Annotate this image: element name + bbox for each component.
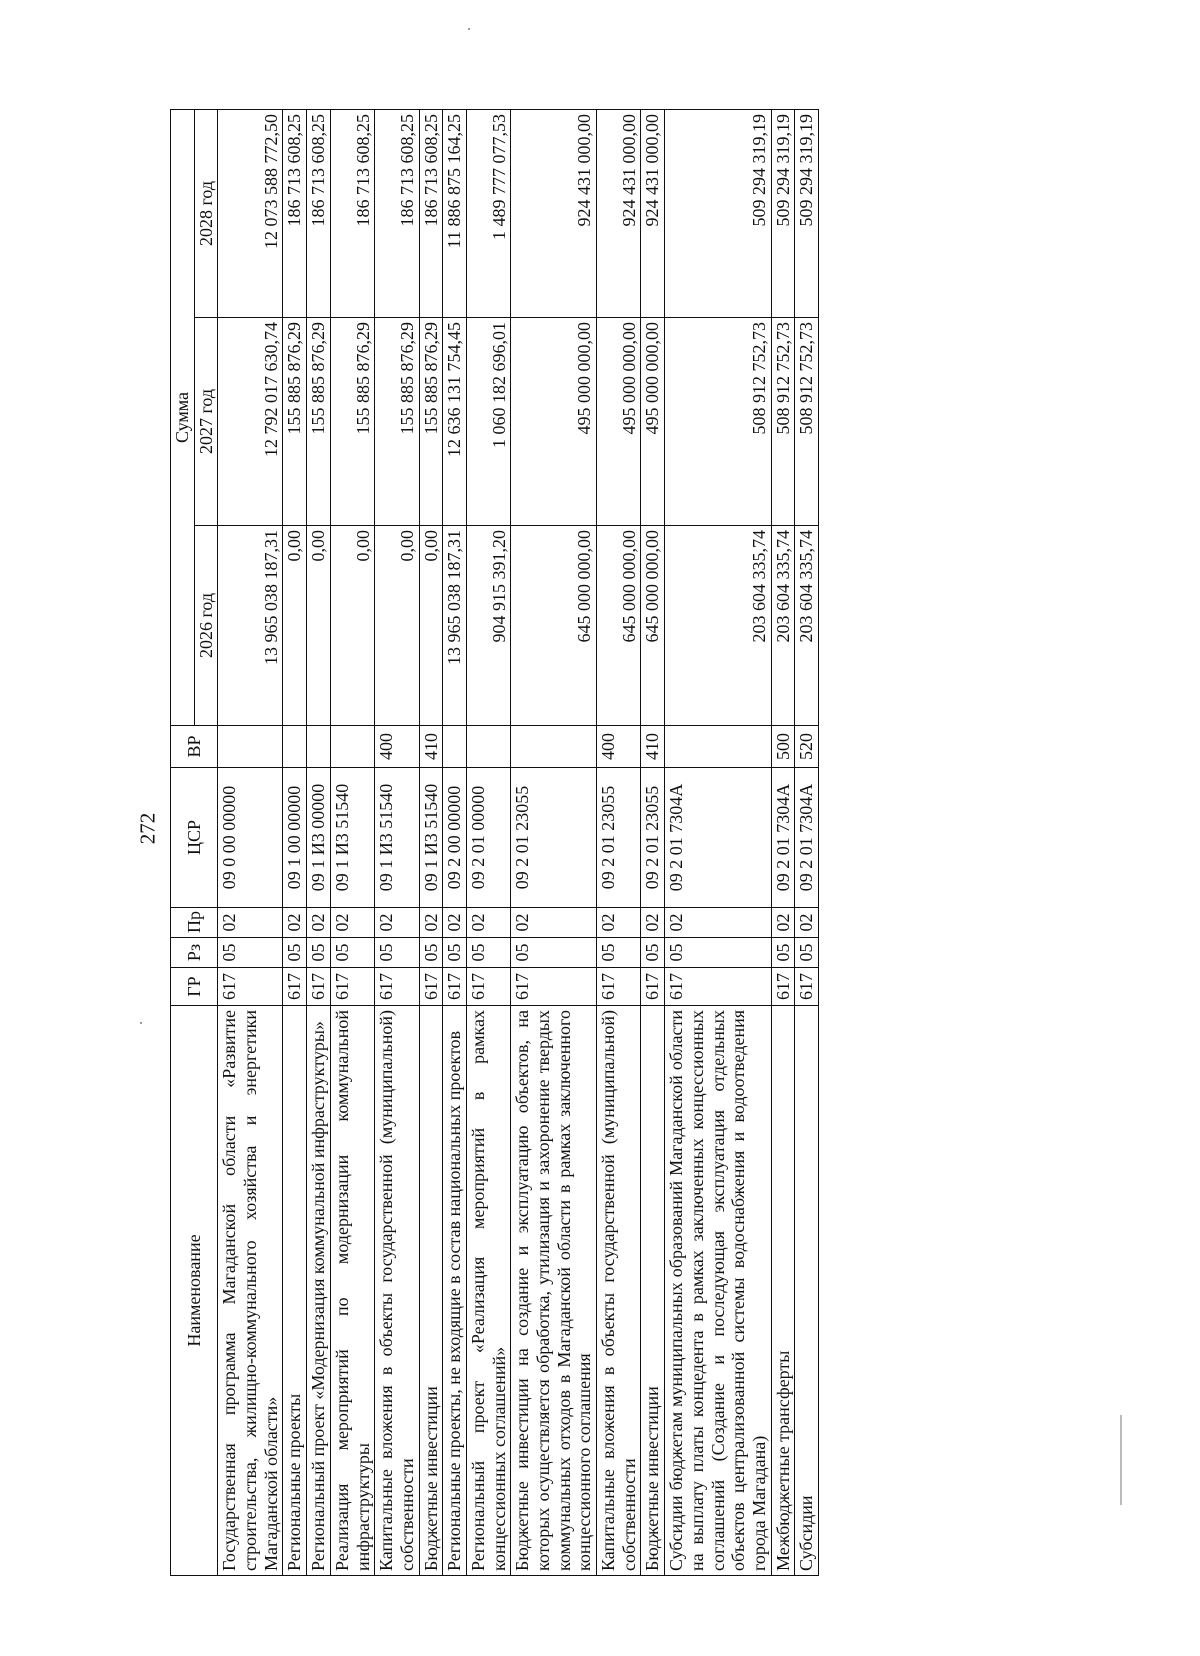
row-gr: 617 [466,968,510,1006]
table-row [771,109,795,1575]
row-2026: 645 000 000,00 [597,526,641,726]
row-2028: 1 489 777 077,53 [466,109,510,317]
row-rz: 05 [665,938,771,968]
row-gr: 617 [307,968,331,1006]
row-2028: 11 886 875 164,25 [443,109,467,317]
row-2028: 509 294 319,19 [665,109,771,317]
table-row [665,109,771,1575]
row-csr: 09 1 И3 51540 [375,768,419,908]
row-2027: 495 000 000,00 [511,318,597,526]
row-2027: 508 912 752,73 [795,318,819,526]
row-pr: 02 [283,908,307,938]
row-vr [466,726,510,768]
row-rz: 05 [307,938,331,968]
row-2027: 12 792 017 630,74 [218,318,283,526]
page-number: 272 [135,812,160,845]
row-csr: 09 2 01 7304А [771,768,795,908]
row-vr [307,726,331,768]
row-2026: 203 604 335,74 [665,526,771,726]
row-2027: 155 885 876,29 [330,318,374,526]
row-pr: 02 [795,908,819,938]
table-row [511,109,597,1575]
row-rz: 05 [218,938,283,968]
row-csr: 09 2 01 7304А [795,768,819,908]
row-2026: 0,00 [419,526,443,726]
row-2026: 0,00 [283,526,307,726]
row-2028: 12 073 588 772,50 [218,109,283,317]
row-pr: 02 [330,908,374,938]
row-pr: 02 [511,908,597,938]
row-csr: 09 1 И3 00000 [307,768,331,908]
row-name: Капитальные вложения в объекты государственной (муниципальной) собственности [375,1006,419,1576]
table-row [375,109,419,1575]
table-row [307,109,331,1575]
row-rz: 05 [443,938,467,968]
row-2027: 155 885 876,29 [419,318,443,526]
row-2027: 495 000 000,00 [641,318,665,526]
table-row [218,109,283,1575]
row-2027: 1 060 182 696,01 [466,318,510,526]
row-vr [665,726,771,768]
row-2028: 186 713 608,25 [330,109,374,317]
row-name: Межбюджетные трансферты [771,1006,795,1576]
row-csr: 09 1 И3 51540 [419,768,443,908]
row-2027: 12 636 131 754,45 [443,318,467,526]
row-pr: 02 [307,908,331,938]
row-vr [283,726,307,768]
row-vr: 520 [795,726,819,768]
header-name: Наименование [171,1006,218,1576]
row-2027: 495 000 000,00 [597,318,641,526]
row-rz: 05 [466,938,510,968]
header-rz: Рз [171,938,218,968]
row-gr: 617 [511,968,597,1006]
scan-speck [140,1022,142,1024]
row-vr: 500 [771,726,795,768]
row-vr [511,726,597,768]
row-vr [330,726,374,768]
header-vr: ВР [171,726,218,768]
row-rz: 05 [419,938,443,968]
row-2026: 203 604 335,74 [771,526,795,726]
row-vr [218,726,283,768]
table-row [283,109,307,1575]
row-name: Реализация мероприятий по модернизации коммунальной инфраструктуры [330,1006,374,1576]
table-row [795,109,819,1575]
row-rz: 05 [330,938,374,968]
row-csr: 09 2 01 7304А [665,768,771,908]
row-2026: 645 000 000,00 [641,526,665,726]
scan-edge-mark [1120,1415,1122,1505]
row-2027: 155 885 876,29 [375,318,419,526]
row-pr: 02 [218,908,283,938]
table-row [330,109,374,1575]
row-2028: 509 294 319,19 [771,109,795,317]
row-gr: 617 [641,968,665,1006]
row-rz: 05 [511,938,597,968]
scan-speck [468,28,470,30]
row-name: Региональный проект «Реализация мероприятий в рамках концессионных соглашений» [466,1006,510,1576]
row-pr: 02 [771,908,795,938]
header-sum: Сумма [171,109,195,725]
row-gr: 617 [218,968,283,1006]
row-2028: 186 713 608,25 [307,109,331,317]
row-csr: 09 0 00 00000 [218,768,283,908]
row-vr: 410 [641,726,665,768]
table-row [443,109,467,1575]
row-2028: 924 431 000,00 [597,109,641,317]
row-2028: 186 713 608,25 [283,109,307,317]
row-rz: 05 [771,938,795,968]
table-row [419,109,443,1575]
row-name: Государственная программа Магаданской области «Развитие строительства, жилищно-коммунального хозяйства и энергетики Магаданской области» [218,1006,283,1576]
header-2026: 2026 год [194,526,218,726]
header-2028: 2028 год [194,109,218,317]
row-2027: 155 885 876,29 [283,318,307,526]
row-rz: 05 [375,938,419,968]
row-2028: 924 431 000,00 [641,109,665,317]
row-name: Региональные проекты [283,1006,307,1576]
table-row [597,109,641,1575]
row-gr: 617 [375,968,419,1006]
row-gr: 617 [330,968,374,1006]
row-pr: 02 [443,908,467,938]
row-csr: 09 2 01 23055 [597,768,641,908]
row-gr: 617 [795,968,819,1006]
row-name: Бюджетные инвестиции на создание и эксплуатацию объектов, на которых осуществляется обработка, утилизация и захоронение твердых коммунальных отходов в Магаданской области в рамках заключенного концессионного соглашения [511,1006,597,1576]
row-2028: 509 294 319,19 [795,109,819,317]
row-2027: 508 912 752,73 [665,318,771,526]
row-name: Региональные проекты, не входящие в состав национальных проектов [443,1006,467,1576]
row-csr: 09 2 00 00000 [443,768,467,908]
row-csr: 09 2 01 00000 [466,768,510,908]
row-2028: 924 431 000,00 [511,109,597,317]
row-vr: 400 [375,726,419,768]
row-csr: 09 1 00 00000 [283,768,307,908]
budget-table [170,109,819,1576]
row-name: Капитальные вложения в объекты государственной (муниципальной) собственности [597,1006,641,1576]
row-gr: 617 [283,968,307,1006]
row-rz: 05 [283,938,307,968]
table-row [641,109,665,1575]
row-gr: 617 [443,968,467,1006]
row-pr: 02 [641,908,665,938]
row-2026: 645 000 000,00 [511,526,597,726]
header-csr: ЦСР [171,768,218,908]
row-csr: 09 2 01 23055 [511,768,597,908]
row-2028: 186 713 608,25 [419,109,443,317]
row-2026: 0,00 [330,526,374,726]
row-vr: 400 [597,726,641,768]
row-2027: 508 912 752,73 [771,318,795,526]
row-2028: 186 713 608,25 [375,109,419,317]
table-row [466,109,510,1575]
row-rz: 05 [597,938,641,968]
row-2026: 13 965 038 187,31 [218,526,283,726]
row-gr: 617 [771,968,795,1006]
row-gr: 617 [597,968,641,1006]
row-pr: 02 [665,908,771,938]
row-2026: 0,00 [307,526,331,726]
row-rz: 05 [795,938,819,968]
row-gr: 617 [419,968,443,1006]
header-pr: Пр [171,908,218,938]
row-rz: 05 [641,938,665,968]
row-name: Бюджетные инвестиции [419,1006,443,1576]
row-name: Региональный проект «Модернизация коммунальной инфраструктуры» [307,1006,331,1576]
row-pr: 02 [597,908,641,938]
row-gr: 617 [665,968,771,1006]
row-2026: 0,00 [375,526,419,726]
header-2027: 2027 год [194,318,218,526]
table-body [218,109,819,1575]
row-name: Субсидии [795,1006,819,1576]
row-csr: 09 2 01 23055 [641,768,665,908]
row-vr [443,726,467,768]
header-gr: ГР [171,968,218,1006]
row-pr: 02 [375,908,419,938]
row-name: Бюджетные инвестиции [641,1006,665,1576]
row-2026: 13 965 038 187,31 [443,526,467,726]
row-2027: 155 885 876,29 [307,318,331,526]
row-name: Субсидии бюджетам муниципальных образований Магаданской области на выплату платы концедента в рамках заключенных концессионных соглашений (Создание и последующая эксплуатация отдельных объектов централизованной системы водоснабжения и водоотведения города Магадана) [665,1006,771,1576]
header-row-1 [171,109,195,1575]
row-vr: 410 [419,726,443,768]
row-2026: 904 915 391,20 [466,526,510,726]
budget-table-container [170,110,1070,1576]
row-pr: 02 [466,908,510,938]
row-csr: 09 1 И3 51540 [330,768,374,908]
row-2026: 203 604 335,74 [795,526,819,726]
row-pr: 02 [419,908,443,938]
